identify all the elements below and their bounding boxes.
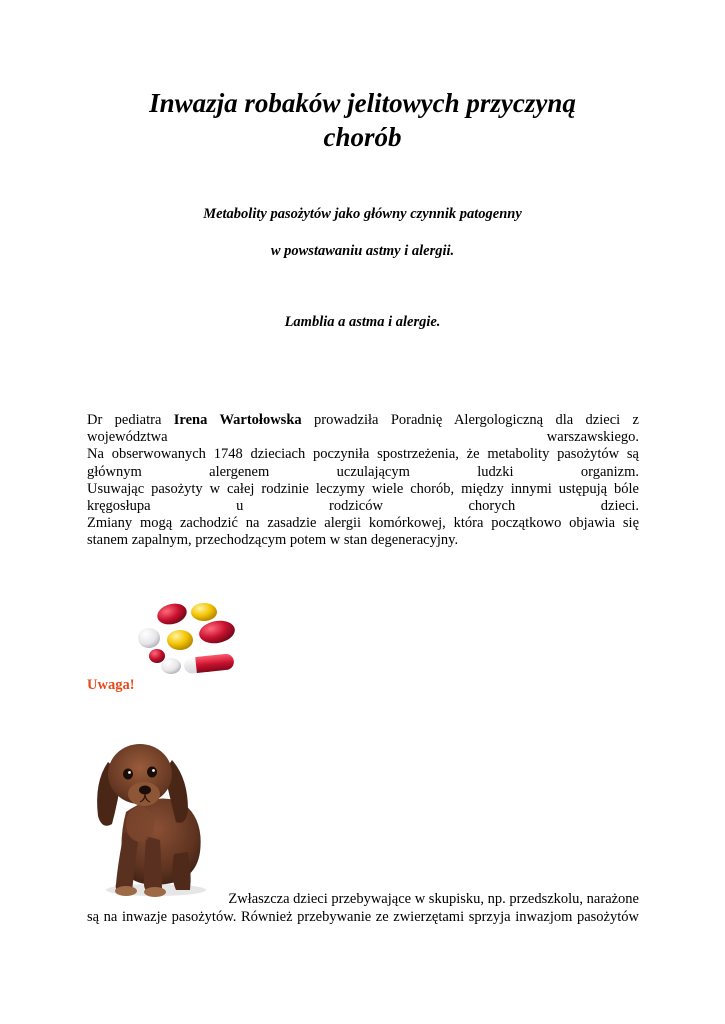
title-line-1: Inwazja robaków jelitowych przyczyną xyxy=(149,88,576,118)
paragraph-line-6: kręgosłupa u rodziców chorych dzieci. xyxy=(87,498,639,515)
paragraph-line-1-suffix: prowadziła Poradnię Alergologiczną dla dzieci z xyxy=(301,412,639,428)
intro-paragraph xyxy=(87,412,639,550)
pills-image xyxy=(134,600,238,680)
pills-illustration xyxy=(134,600,238,680)
section-heading: Lamblia a astma i alergie. xyxy=(284,314,441,330)
paragraph-line-1 xyxy=(87,412,639,429)
paragraph-line-2: województwa warszawskiego. xyxy=(87,429,639,446)
title-line-2: chorób xyxy=(323,122,402,152)
paragraph-line-4: głównym alergenem uczulającym ludzki organizm. xyxy=(87,463,639,480)
doctor-name: Irena Wartołowska xyxy=(173,412,302,428)
puppy-image xyxy=(88,712,214,902)
subtitle-line-1: Metabolity pasożytów jako główny czynnik patogenny xyxy=(203,206,522,222)
warning-label: Uwaga! xyxy=(87,677,135,693)
closing-line-2: są na inwazje pasożytów. Również przebywanie ze zwierzętami sprzyja inwazjom pasożytów xyxy=(87,908,639,925)
paragraph-line-5: Usuwając pasożyty w całej rodzinie leczymy wiele chorób, między innymi ustępują bóle xyxy=(87,480,639,497)
document-title xyxy=(60,86,665,154)
closing-line-1: Zwłaszcza dzieci przebywające w skupisku, np. przedszkolu, narażone xyxy=(228,891,639,907)
dachshund-puppy-illustration xyxy=(88,712,214,902)
paragraph-line-1-prefix: Dr pediatra xyxy=(87,412,174,428)
paragraph-line-8: stanem zapalnym, przechodzącym potem w stan degeneracyjny. xyxy=(87,532,459,549)
paragraph-line-3: Na obserwowanych 1748 dzieciach poczyniła spostrzeżenia, że metabolity pasożytów są xyxy=(87,446,639,463)
subtitle-line-2: w powstawaniu astmy i alergii. xyxy=(270,243,455,259)
closing-paragraph xyxy=(87,891,639,926)
paragraph-line-7: Zmiany mogą zachodzić na zasadzie alergii komórkowej, która początkowo objawia się xyxy=(87,515,639,532)
